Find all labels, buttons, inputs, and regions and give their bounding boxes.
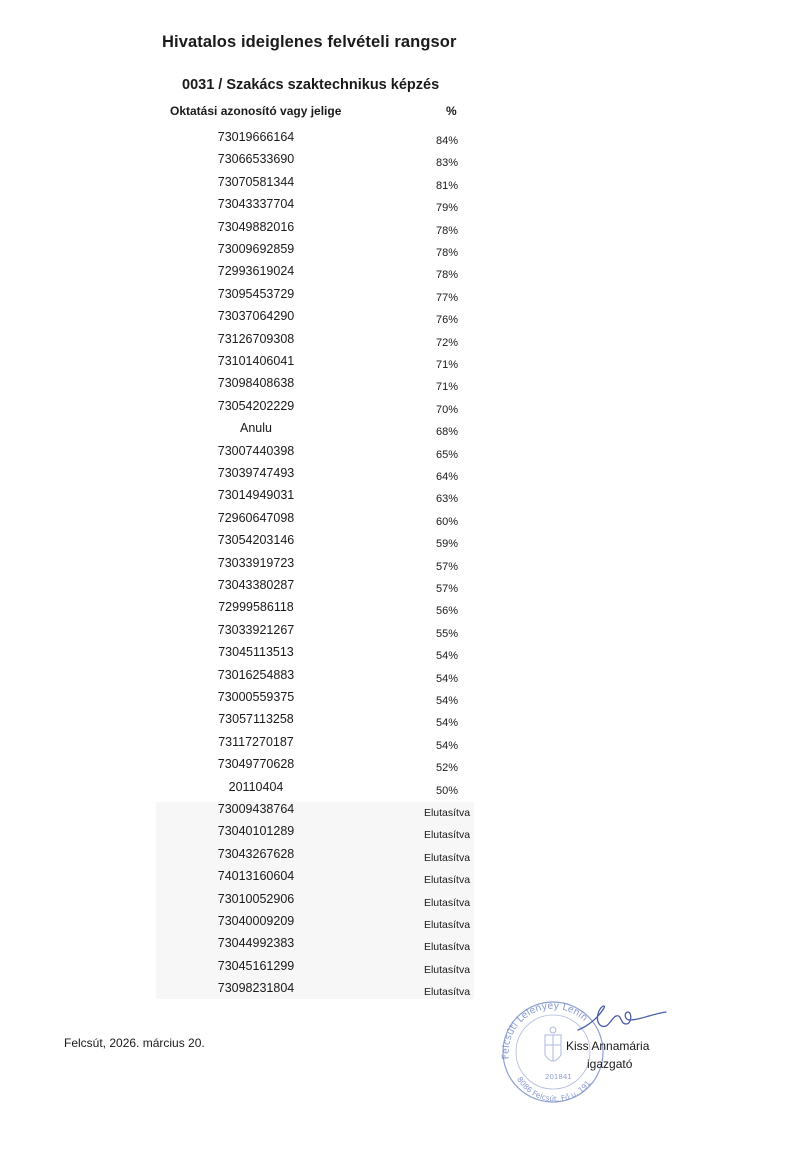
row-status-rejected: Elutasítva xyxy=(423,896,471,909)
table-row xyxy=(0,421,793,443)
table-row xyxy=(0,645,793,667)
row-status-rejected: Elutasítva xyxy=(423,941,471,954)
row-identifier: 73095453729 xyxy=(217,286,295,301)
table-row xyxy=(0,332,793,354)
table-row xyxy=(0,936,793,958)
row-identifier: Anulu xyxy=(240,421,272,436)
row-percent: 68% xyxy=(435,426,459,439)
signer-role: igazgató xyxy=(587,1057,633,1071)
row-percent: 54% xyxy=(435,717,459,730)
table-row xyxy=(0,981,793,1003)
row-identifier: 73101406041 xyxy=(217,354,295,368)
row-identifier: 73066533690 xyxy=(217,152,295,167)
row-identifier: 73016254883 xyxy=(217,667,295,682)
table-row xyxy=(0,668,793,690)
row-identifier: 73098231804 xyxy=(217,981,295,996)
row-identifier: 73070581344 xyxy=(217,174,295,189)
table-row xyxy=(0,287,793,309)
row-identifier: 73057113258 xyxy=(218,712,294,727)
row-percent: 79% xyxy=(435,202,459,215)
row-identifier: 73054203146 xyxy=(217,533,295,548)
row-identifier: 73040101289 xyxy=(217,824,295,839)
row-percent: 59% xyxy=(435,538,459,551)
row-percent: 54% xyxy=(435,650,459,663)
row-percent: 57% xyxy=(435,560,459,573)
table-row xyxy=(0,309,793,331)
row-identifier: 73049770628 xyxy=(217,757,295,772)
table-row xyxy=(0,152,793,174)
row-identifier: 72999586118 xyxy=(218,600,294,615)
row-percent: 65% xyxy=(435,448,459,461)
table-row xyxy=(0,444,793,466)
row-percent: 72% xyxy=(435,336,459,349)
row-percent: 78% xyxy=(435,269,459,282)
row-identifier: 73044992383 xyxy=(217,936,295,951)
row-percent: 64% xyxy=(435,471,459,483)
column-header-percent: % xyxy=(446,104,457,118)
stamp-text-bottom: 8086 Felcsút, Fő u. 191 xyxy=(515,1075,593,1103)
row-percent: 78% xyxy=(435,224,459,237)
row-status-rejected: Elutasítva xyxy=(423,963,471,976)
signature xyxy=(570,1000,670,1040)
table-row xyxy=(0,488,793,510)
row-identifier: 73054202229 xyxy=(217,398,295,413)
row-identifier: 73098408638 xyxy=(217,376,295,391)
table-row xyxy=(0,578,793,600)
row-percent: 70% xyxy=(435,403,459,416)
row-percent: 83% xyxy=(435,157,459,170)
row-status-rejected: Elutasítva xyxy=(423,986,471,999)
row-percent: 52% xyxy=(435,762,459,775)
row-status-rejected: Elutasítva xyxy=(423,851,471,864)
row-identifier: 73000559375 xyxy=(217,690,295,704)
table-row xyxy=(0,735,793,757)
row-identifier: 73033919723 xyxy=(217,555,295,570)
row-percent: 84% xyxy=(435,135,459,147)
row-identifier: 73037064290 xyxy=(217,309,295,324)
row-identifier: 73117270187 xyxy=(218,734,294,749)
row-status-rejected: Elutasítva xyxy=(423,874,471,887)
table-row xyxy=(0,354,793,376)
row-percent: 71% xyxy=(435,381,459,394)
row-percent: 50% xyxy=(435,784,459,797)
table-row xyxy=(0,757,793,779)
row-identifier: 20110404 xyxy=(228,779,284,794)
row-identifier: 73009692859 xyxy=(217,242,295,256)
table-row xyxy=(0,869,793,891)
table-row xyxy=(0,511,793,533)
table-row xyxy=(0,533,793,555)
table-row xyxy=(0,376,793,398)
table-row xyxy=(0,600,793,622)
row-status-rejected: Elutasítva xyxy=(423,919,471,931)
table-row xyxy=(0,824,793,846)
row-percent: 78% xyxy=(435,247,459,259)
row-percent: 76% xyxy=(435,314,459,327)
table-row xyxy=(0,466,793,488)
row-identifier: 73040009209 xyxy=(217,914,295,928)
table-row xyxy=(0,264,793,286)
row-identifier: 73043380287 xyxy=(217,578,295,592)
signer-name: Kiss Annamária xyxy=(566,1039,650,1053)
row-percent: 56% xyxy=(435,605,459,618)
page-title: Hivatalos ideiglenes felvételi rangsor xyxy=(162,33,457,51)
place-and-date: Felcsút, 2026. március 20. xyxy=(64,1036,205,1050)
row-identifier: 73014949031 xyxy=(217,488,295,503)
table-row xyxy=(0,690,793,712)
row-identifier: 73126709308 xyxy=(217,331,295,346)
row-percent: 77% xyxy=(435,291,459,304)
row-status-rejected: Elutasítva xyxy=(423,807,471,819)
program-subtitle: 0031 / Szakács szaktechnikus képzés xyxy=(182,77,440,93)
table-row xyxy=(0,130,793,152)
table-row xyxy=(0,175,793,197)
row-percent: 57% xyxy=(435,583,459,595)
row-identifier: 73009438764 xyxy=(217,802,295,816)
row-percent: 63% xyxy=(435,493,459,506)
table-row xyxy=(0,780,793,802)
table-row xyxy=(0,914,793,936)
row-identifier: 73007440398 xyxy=(217,443,295,458)
row-percent: 60% xyxy=(435,515,459,528)
table-row xyxy=(0,399,793,421)
row-identifier: 74013160604 xyxy=(217,869,295,884)
table-row xyxy=(0,556,793,578)
column-header-id: Oktatási azonosító vagy jelige xyxy=(170,104,342,118)
row-identifier: 73033921267 xyxy=(217,622,295,637)
row-identifier: 72993619024 xyxy=(217,264,295,279)
row-identifier: 73043337704 xyxy=(217,197,295,212)
row-percent: 81% xyxy=(435,179,459,192)
row-status-rejected: Elutasítva xyxy=(423,829,471,842)
row-identifier: 73039747493 xyxy=(217,466,295,480)
table-row xyxy=(0,712,793,734)
row-identifier: 73043267628 xyxy=(217,846,295,861)
table-row xyxy=(0,220,793,242)
table-row xyxy=(0,242,793,264)
row-identifier: 73045161299 xyxy=(217,958,295,973)
row-percent: 71% xyxy=(435,359,459,371)
row-identifier: 73010052906 xyxy=(217,891,295,906)
row-identifier: 73049882016 xyxy=(217,219,295,234)
row-percent: 54% xyxy=(435,739,459,752)
table-row xyxy=(0,197,793,219)
table-row xyxy=(0,802,793,824)
table-row xyxy=(0,959,793,981)
table-row xyxy=(0,847,793,869)
table-row xyxy=(0,623,793,645)
row-percent: 54% xyxy=(435,672,459,685)
row-percent: 55% xyxy=(435,627,459,640)
row-percent: 54% xyxy=(435,695,459,707)
stamp-code: 201841 xyxy=(545,1073,572,1081)
table-row xyxy=(0,892,793,914)
stamp-text-top: Felcsúti Lelenyey Lenin xyxy=(500,1000,590,1060)
row-identifier: 73019666164 xyxy=(217,130,295,144)
row-identifier: 73045113513 xyxy=(218,645,294,660)
row-identifier: 72960647098 xyxy=(217,510,295,525)
